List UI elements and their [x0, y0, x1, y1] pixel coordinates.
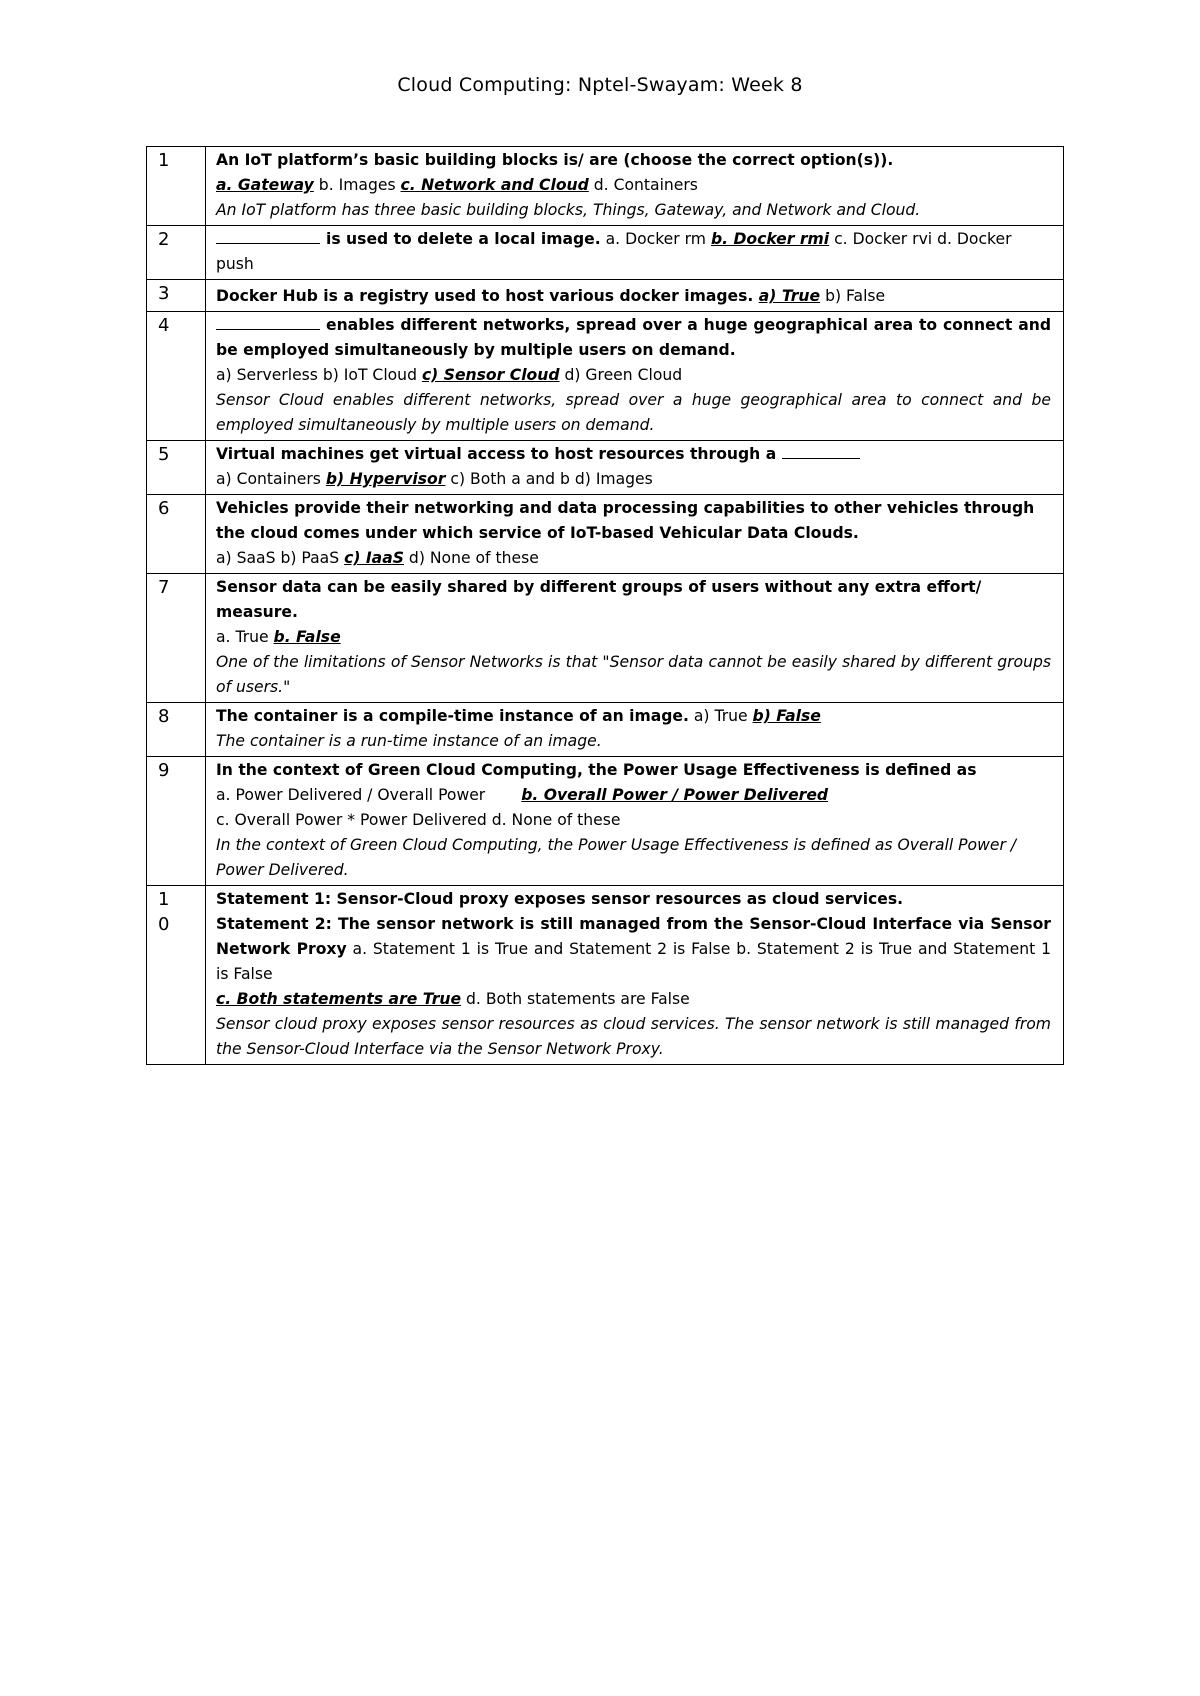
- question-number: 4: [147, 312, 206, 441]
- question-content: [206, 703, 1064, 757]
- question-row-5: [147, 441, 1064, 495]
- question-text: Vehicles provide their networking and data processing capabilities to other vehicles through the cloud comes under which service of IoT-based Vehicular Data Clouds.: [216, 499, 1035, 542]
- question-row-10: [147, 886, 1064, 1065]
- question-number: 1 0: [147, 886, 206, 1065]
- question-number: 2: [147, 226, 206, 280]
- explanation-text: Sensor cloud proxy exposes sensor resources as cloud services. The sensor network is still managed from the Sensor-Cloud Interface via the Sensor Network Proxy.: [216, 1015, 1051, 1058]
- question-text: Virtual machines get virtual access to host resources through a: [216, 445, 782, 463]
- option-text: d. Containers: [588, 176, 698, 194]
- page-title: Cloud Computing: Nptel-Swayam: Week 8: [397, 74, 803, 96]
- question-number: 8: [147, 703, 206, 757]
- option-text: a) Serverless b) IoT Cloud: [216, 366, 422, 384]
- question-content: [206, 441, 1064, 495]
- explanation-text: In the context of Green Cloud Computing, the Power Usage Effectiveness is defined as Overall Power / Power Delivered.: [216, 836, 1017, 879]
- question-row-1: [147, 147, 1064, 226]
- statement-2: Statement 2: The sensor network is still managed from the Sensor-Cloud Interface via Sensor Network Proxy: [216, 915, 1051, 958]
- answer-option: c. Network and Cloud: [400, 176, 589, 194]
- option-text: b. Images: [313, 176, 401, 194]
- question-content: [206, 147, 1064, 226]
- question-row-4: [147, 312, 1064, 441]
- answer-option: b) Hypervisor: [325, 470, 446, 488]
- question-text: Docker Hub is a registry used to host various docker images.: [216, 287, 759, 305]
- question-text: enables different networks, spread over a huge geographical area to connect and be employed simultaneously by multiple users on demand.: [216, 316, 1051, 359]
- explanation-text: Sensor Cloud enables different networks, spread over a huge geographical area to connect and be employed simultaneously by multiple users on demand.: [216, 391, 1051, 434]
- question-content: [206, 886, 1064, 1065]
- statement-1: Statement 1: Sensor-Cloud proxy exposes sensor resources as cloud services.: [216, 890, 904, 908]
- option-text: a. Docker rm: [600, 230, 711, 248]
- answer-option: a. Gateway: [216, 176, 314, 194]
- answer-option: c. Both statements are True: [216, 990, 462, 1008]
- question-number: 9: [147, 757, 206, 886]
- question-row-8: [147, 703, 1064, 757]
- option-text: b) False: [820, 287, 886, 305]
- option-text: a) SaaS b) PaaS: [216, 549, 345, 567]
- blank-line: [216, 227, 320, 244]
- blank-line: [216, 313, 320, 330]
- option-text: d) None of these: [403, 549, 539, 567]
- question-number: 5: [147, 441, 206, 495]
- quiz-table: [146, 146, 1064, 1065]
- explanation-text: One of the limitations of Sensor Networks is that "Sensor data cannot be easily shared by different groups of users.": [216, 653, 1051, 696]
- question-number: 6: [147, 495, 206, 574]
- question-content: [206, 226, 1064, 280]
- question-text: is used to delete a local image.: [326, 230, 601, 248]
- option-text: c. Overall Power * Power Delivered d. None of these: [216, 811, 621, 829]
- question-content: [206, 574, 1064, 703]
- question-row-9: [147, 757, 1064, 886]
- question-row-6: [147, 495, 1064, 574]
- question-content: [206, 280, 1064, 312]
- question-text: The container is a compile-time instance of an image.: [216, 707, 689, 725]
- question-row-7: [147, 574, 1064, 703]
- answer-option: c) IaaS: [344, 549, 404, 567]
- option-text: a) Containers: [216, 470, 326, 488]
- question-row-3: [147, 280, 1064, 312]
- answer-option: b. False: [273, 628, 341, 646]
- question-content: [206, 757, 1064, 886]
- answer-option: b. Overall Power / Power Delivered: [521, 786, 829, 804]
- explanation-text: The container is a run-time instance of an image.: [216, 732, 602, 750]
- option-text: a. Statement 1 is True and Statement 2 is False b. Statement 2 is True and Statement 1 is False: [216, 940, 1051, 983]
- answer-option: a) True: [758, 287, 821, 305]
- blank-line: [782, 442, 860, 459]
- question-text: Sensor data can be easily shared by different groups of users without any extra effort/ measure.: [216, 578, 982, 621]
- question-text: An IoT platform’s basic building blocks is/ are (choose the correct option(s)).: [216, 151, 894, 169]
- question-row-2: [147, 226, 1064, 280]
- option-text: d. Both statements are False: [461, 990, 690, 1008]
- question-number: 1: [147, 147, 206, 226]
- option-text: a. Power Delivered / Overall Power: [216, 786, 486, 804]
- option-text: c. Docker rvi d. Docker push: [216, 230, 1012, 273]
- question-content: [206, 312, 1064, 441]
- answer-option: c) Sensor Cloud: [421, 366, 560, 384]
- question-number: 7: [147, 574, 206, 703]
- answer-option: b. Docker rmi: [710, 230, 830, 248]
- option-text: a) True: [688, 707, 753, 725]
- answer-option: b) False: [752, 707, 821, 725]
- option-text: d) Green Cloud: [559, 366, 683, 384]
- option-text: c) Both a and b d) Images: [445, 470, 653, 488]
- question-number: 3: [147, 280, 206, 312]
- question-content: [206, 495, 1064, 574]
- question-text: In the context of Green Cloud Computing, the Power Usage Effectiveness is defined as: [216, 761, 977, 779]
- explanation-text: An IoT platform has three basic building blocks, Things, Gateway, and Network and Cloud.: [216, 201, 921, 219]
- option-text: a. True: [216, 628, 274, 646]
